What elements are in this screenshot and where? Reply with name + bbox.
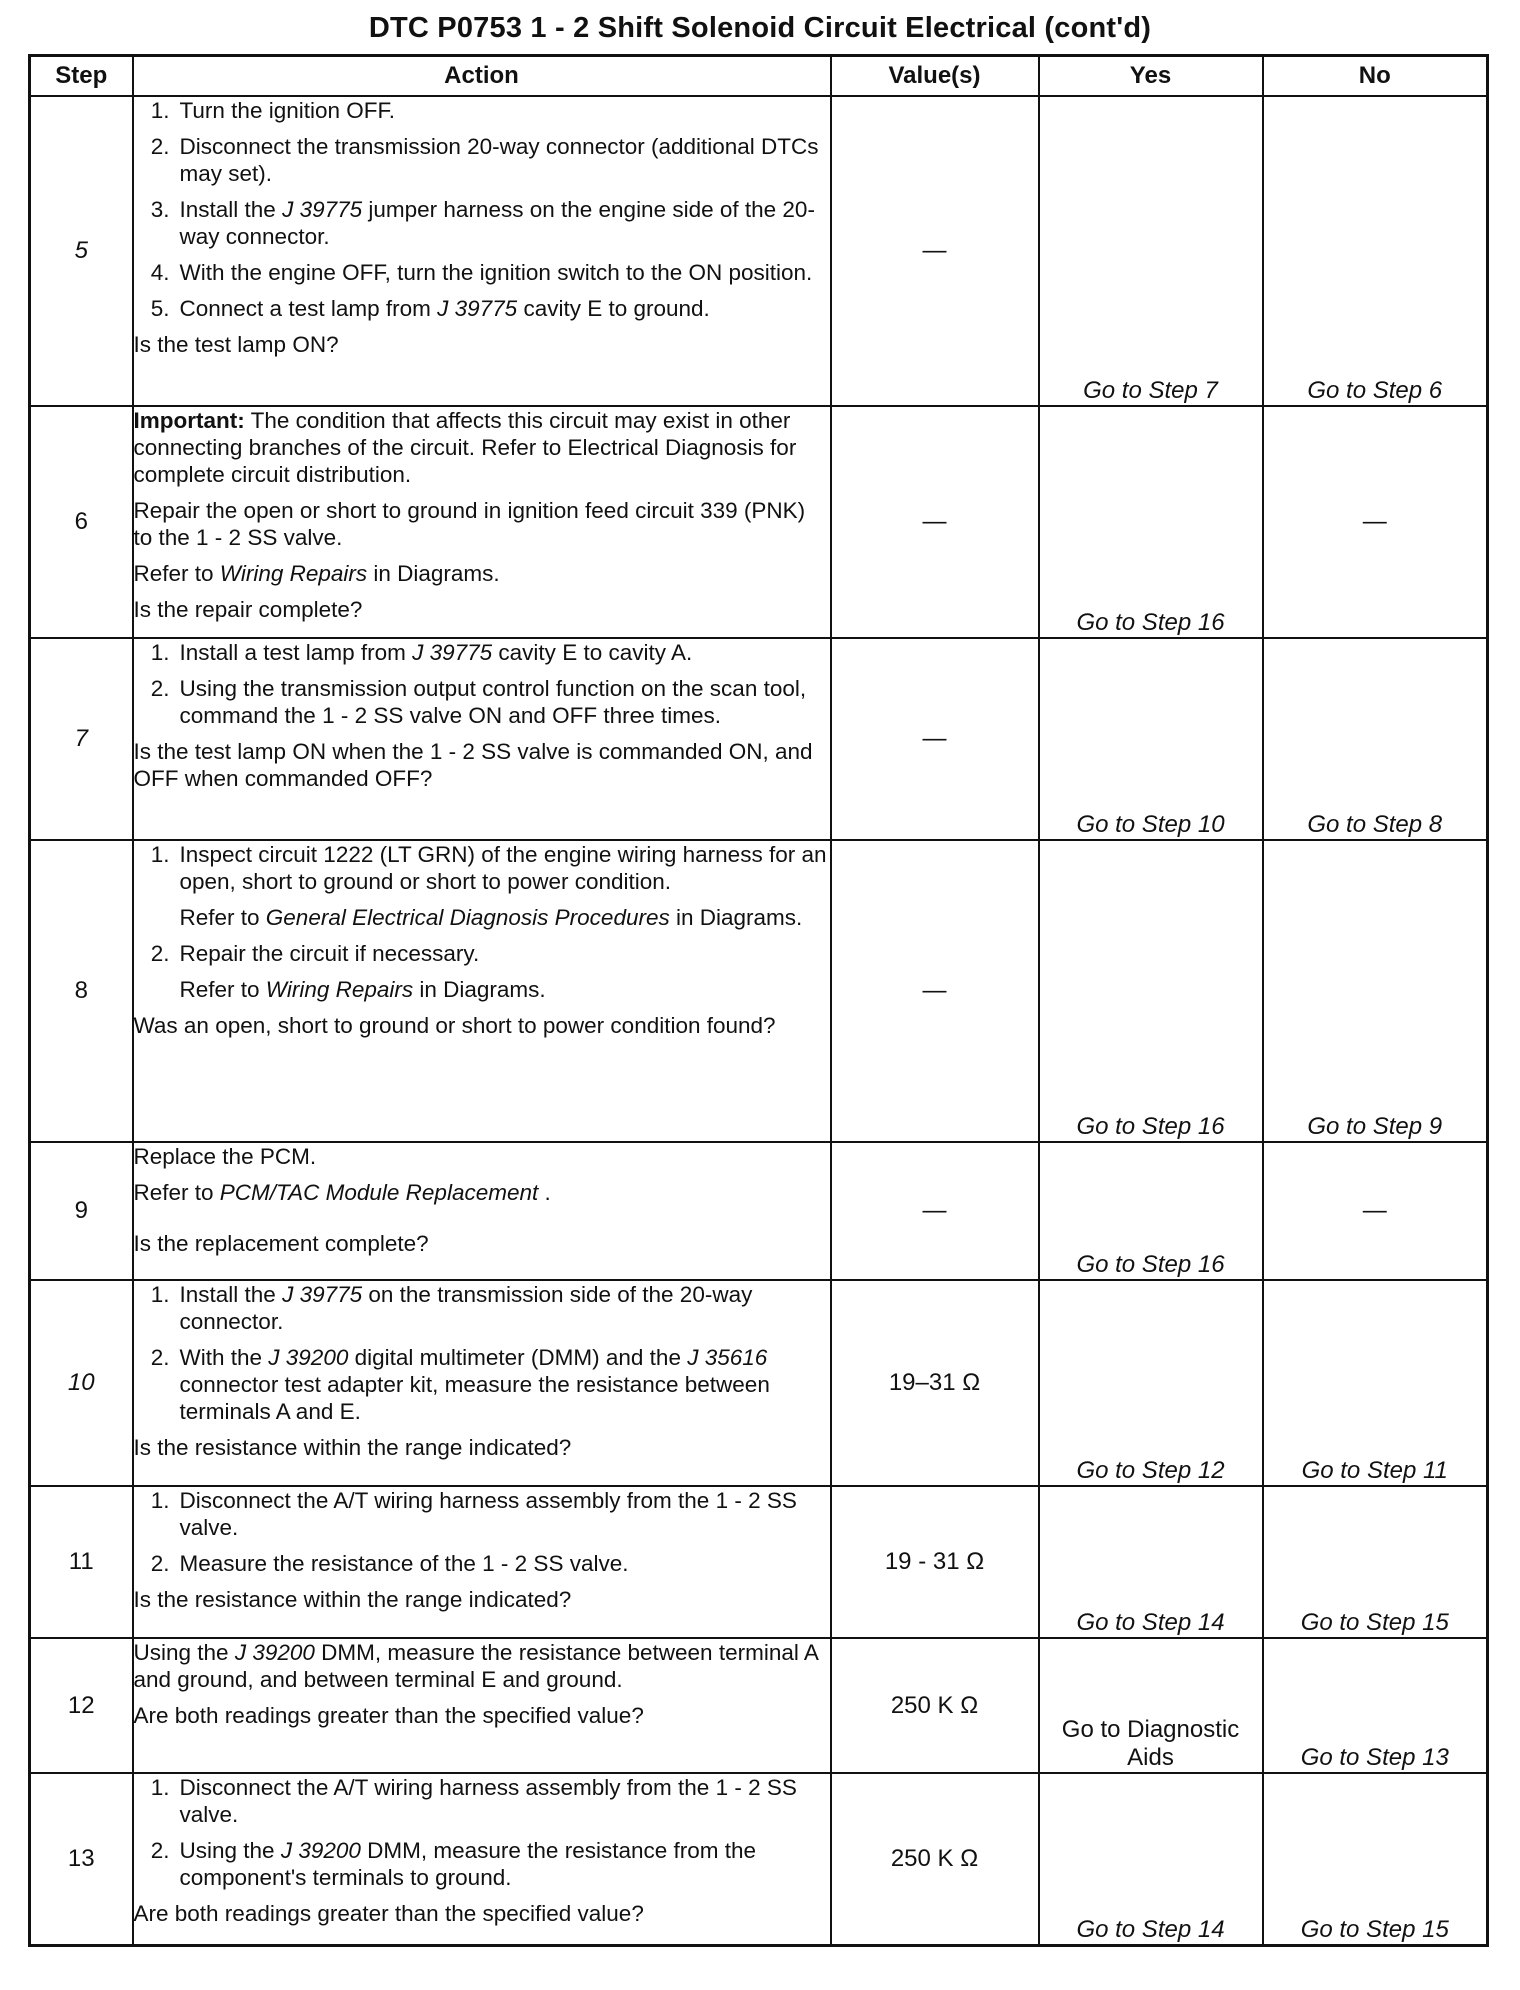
list-item [134,1281,830,1335]
no-cell: Go to Step 9 [1263,840,1488,1142]
item-text: DMM, measure the resistance between terminal A and ground, and between terminal E and ground. [133,1640,818,1692]
list-item [134,97,830,124]
item-text: Install the [179,1282,283,1307]
list-item [134,841,830,895]
table-row [30,406,1488,638]
table-header-row [30,56,1488,97]
action-cell [133,638,831,840]
yes-cell: Go to Step 16 [1039,840,1263,1142]
reference-line [134,1179,830,1206]
reference-title: PCM/TAC Module Replacement [219,1180,539,1205]
yes-cell: Go to Step 7 [1039,96,1263,406]
tool-reference: J 39200 [234,1640,315,1665]
item-text: Disconnect the A/T wiring harness assembly from the 1 - 2 SS valve. [179,1775,797,1827]
header-yes: Yes [1039,56,1263,97]
value-cell: 19 - 31 Ω [831,1486,1039,1638]
item-number: 1. [150,842,170,867]
table-row [30,1142,1488,1280]
action-cell [133,1638,831,1773]
step-number: 5 [30,96,133,406]
action-cell [133,406,831,638]
tool-reference: J 39775 [437,296,518,321]
item-number: 2. [150,676,170,701]
header-action: Action [133,56,831,97]
action-cell [133,1773,831,1945]
reference-suffix: . [538,1180,551,1205]
important-label: Important: [133,408,245,433]
item-text: Measure the resistance of the 1 - 2 SS valve. [179,1551,629,1576]
item-text: Install a test lamp from [179,640,413,665]
no-cell: Go to Step 8 [1263,638,1488,840]
item-text: DMM, measure the resistance from the component's terminals to ground. [179,1838,757,1890]
tool-reference: J 39775 [282,197,363,222]
reference-title: Wiring Repairs [265,977,414,1002]
item-number: 1. [150,1488,170,1513]
item-text: on the transmission side of the 20-way connector. [179,1282,753,1334]
step-number: 12 [30,1638,133,1773]
item-text: With the [179,1345,269,1370]
page-title: DTC P0753 1 - 2 Shift Solenoid Circuit Electrical (cont'd) [368,12,1152,44]
diagnostic-table [28,54,1489,1947]
replace-instruction: Replace the PCM. [133,1144,317,1169]
value-cell: — [831,638,1039,840]
reference-suffix: in Diagrams. [413,977,546,1002]
table-row [30,1486,1488,1638]
item-number: 2. [150,941,170,966]
list-item [134,675,830,729]
no-cell: — [1263,1142,1488,1280]
table-row [30,1773,1488,1945]
step-number: 7 [30,638,133,840]
step-question: Is the replacement complete? [133,1231,429,1256]
tool-reference: J 39775 [412,640,493,665]
step-number: 6 [30,406,133,638]
value-cell: 250 K Ω [831,1773,1039,1945]
no-cell: Go to Step 13 [1263,1638,1488,1773]
item-text: digital multimeter (DMM) and the [348,1345,688,1370]
yes-cell: Go to Step 10 [1039,638,1263,840]
reference-prefix: Refer to [179,977,266,1002]
action-cell [133,1486,831,1638]
step-number: 13 [30,1773,133,1945]
header-values: Value(s) [831,56,1039,97]
list-item [134,196,830,250]
measure-instruction [134,1639,830,1693]
item-text: With the engine OFF, turn the ignition switch to the ON position. [179,260,813,285]
step-number: 10 [30,1280,133,1486]
step-question: Are both readings greater than the specified value? [133,1703,644,1728]
list-item [134,1550,830,1577]
table-row [30,1638,1488,1773]
value-cell: 19–31 Ω [831,1280,1039,1486]
reference-line [134,904,830,931]
item-text: Install the [179,197,283,222]
tool-reference: J 39200 [280,1838,361,1863]
table-row [30,96,1488,406]
repair-instruction: Repair the open or short to ground in ignition feed circuit 339 (PNK) to the 1 - 2 SS valve. [133,498,806,550]
item-text: Disconnect the transmission 20-way connector (additional DTCs may set). [179,134,819,186]
table-row [30,638,1488,840]
list-item [134,259,830,286]
list-item [134,940,830,967]
no-cell: Go to Step 11 [1263,1280,1488,1486]
item-text: Using the [179,1838,281,1863]
step-number: 8 [30,840,133,1142]
item-number: 4. [150,260,170,285]
action-cell [133,1280,831,1486]
value-cell: — [831,1142,1039,1280]
item-text: cavity E to cavity A. [492,640,693,665]
value-cell: — [831,840,1039,1142]
no-cell: — [1263,406,1488,638]
action-cell [133,840,831,1142]
step-number: 9 [30,1142,133,1280]
header-no: No [1263,56,1488,97]
action-cell [133,1142,831,1280]
step-question: Is the test lamp ON? [133,332,339,357]
step-question: Is the resistance within the range indicated? [133,1435,572,1460]
item-text: Disconnect the A/T wiring harness assembly from the 1 - 2 SS valve. [179,1488,797,1540]
item-text: Turn the ignition OFF. [179,98,396,123]
item-number: 1. [150,640,170,665]
reference-title: General Electrical Diagnosis Procedures [265,905,670,930]
yes-cell: Go to Step 16 [1039,1142,1263,1280]
item-text: connector test adapter kit, measure the resistance between terminals A and E. [179,1372,770,1424]
item-text: Using the transmission output control function on the scan tool, command the 1 - 2 SS valve ON and OFF three times. [179,676,807,728]
item-number: 1. [150,98,170,123]
item-number: 2. [150,134,170,159]
table-row [30,840,1488,1142]
header-step: Step [30,56,133,97]
yes-cell: Go to Step 12 [1039,1280,1263,1486]
item-text: jumper harness on the engine side of the 20-way connector. [179,197,815,249]
reference-prefix: Refer to [179,905,266,930]
step-number: 11 [30,1486,133,1638]
important-text: The condition that affects this circuit may exist in other connecting branches of the circuit. Refer to Electrical Diagnosis for complete circuit distribution. [133,408,797,487]
step-question: Was an open, short to ground or short to power condition found? [133,1013,776,1038]
list-item [134,295,830,322]
reference-prefix: Refer to [133,561,220,586]
item-text: Using the [133,1640,235,1665]
item-text: Inspect circuit 1222 (LT GRN) of the engine wiring harness for an open, short to ground or short to power condition. [179,842,827,894]
step-question: Is the resistance within the range indicated? [133,1587,572,1612]
list-item [134,1344,830,1425]
no-cell: Go to Step 6 [1263,96,1488,406]
reference-title: Wiring Repairs [219,561,368,586]
list-item [134,639,830,666]
item-text: cavity E to ground. [517,296,710,321]
reference-suffix: in Diagrams. [367,561,500,586]
step-question: Is the repair complete? [133,597,363,622]
tool-reference: J 39200 [268,1345,349,1370]
reference-suffix: in Diagrams. [669,905,803,930]
reference-prefix: Refer to [133,1180,220,1205]
yes-cell: Go to Step 14 [1039,1773,1263,1945]
list-item [134,1774,830,1828]
no-cell: Go to Step 15 [1263,1486,1488,1638]
action-cell [133,96,831,406]
value-cell: — [831,96,1039,406]
reference-line [134,976,830,1003]
yes-cell: Go to Diagnostic Aids [1039,1638,1263,1773]
important-note [134,407,830,488]
list-item [134,1837,830,1891]
no-cell: Go to Step 15 [1263,1773,1488,1945]
item-number: 2. [150,1345,170,1370]
table-row [30,1280,1488,1486]
tool-reference: J 35616 [687,1345,768,1370]
step-question: Are both readings greater than the specified value? [133,1901,644,1926]
list-item [134,1487,830,1541]
yes-cell: Go to Step 14 [1039,1486,1263,1638]
tool-reference: J 39775 [282,1282,363,1307]
yes-cell: Go to Step 16 [1039,406,1263,638]
item-number: 5. [150,296,170,321]
item-text: Repair the circuit if necessary. [179,941,480,966]
item-number: 2. [150,1551,170,1576]
step-question: Is the test lamp ON when the 1 - 2 SS valve is commanded ON, and OFF when commanded OFF? [133,739,813,791]
reference-line [134,560,830,587]
value-cell: — [831,406,1039,638]
item-text: Connect a test lamp from [179,296,438,321]
value-cell: 250 K Ω [831,1638,1039,1773]
item-number: 2. [150,1838,170,1863]
item-number: 1. [150,1282,170,1307]
list-item [134,133,830,187]
item-number: 3. [150,197,170,222]
item-number: 1. [150,1775,170,1800]
